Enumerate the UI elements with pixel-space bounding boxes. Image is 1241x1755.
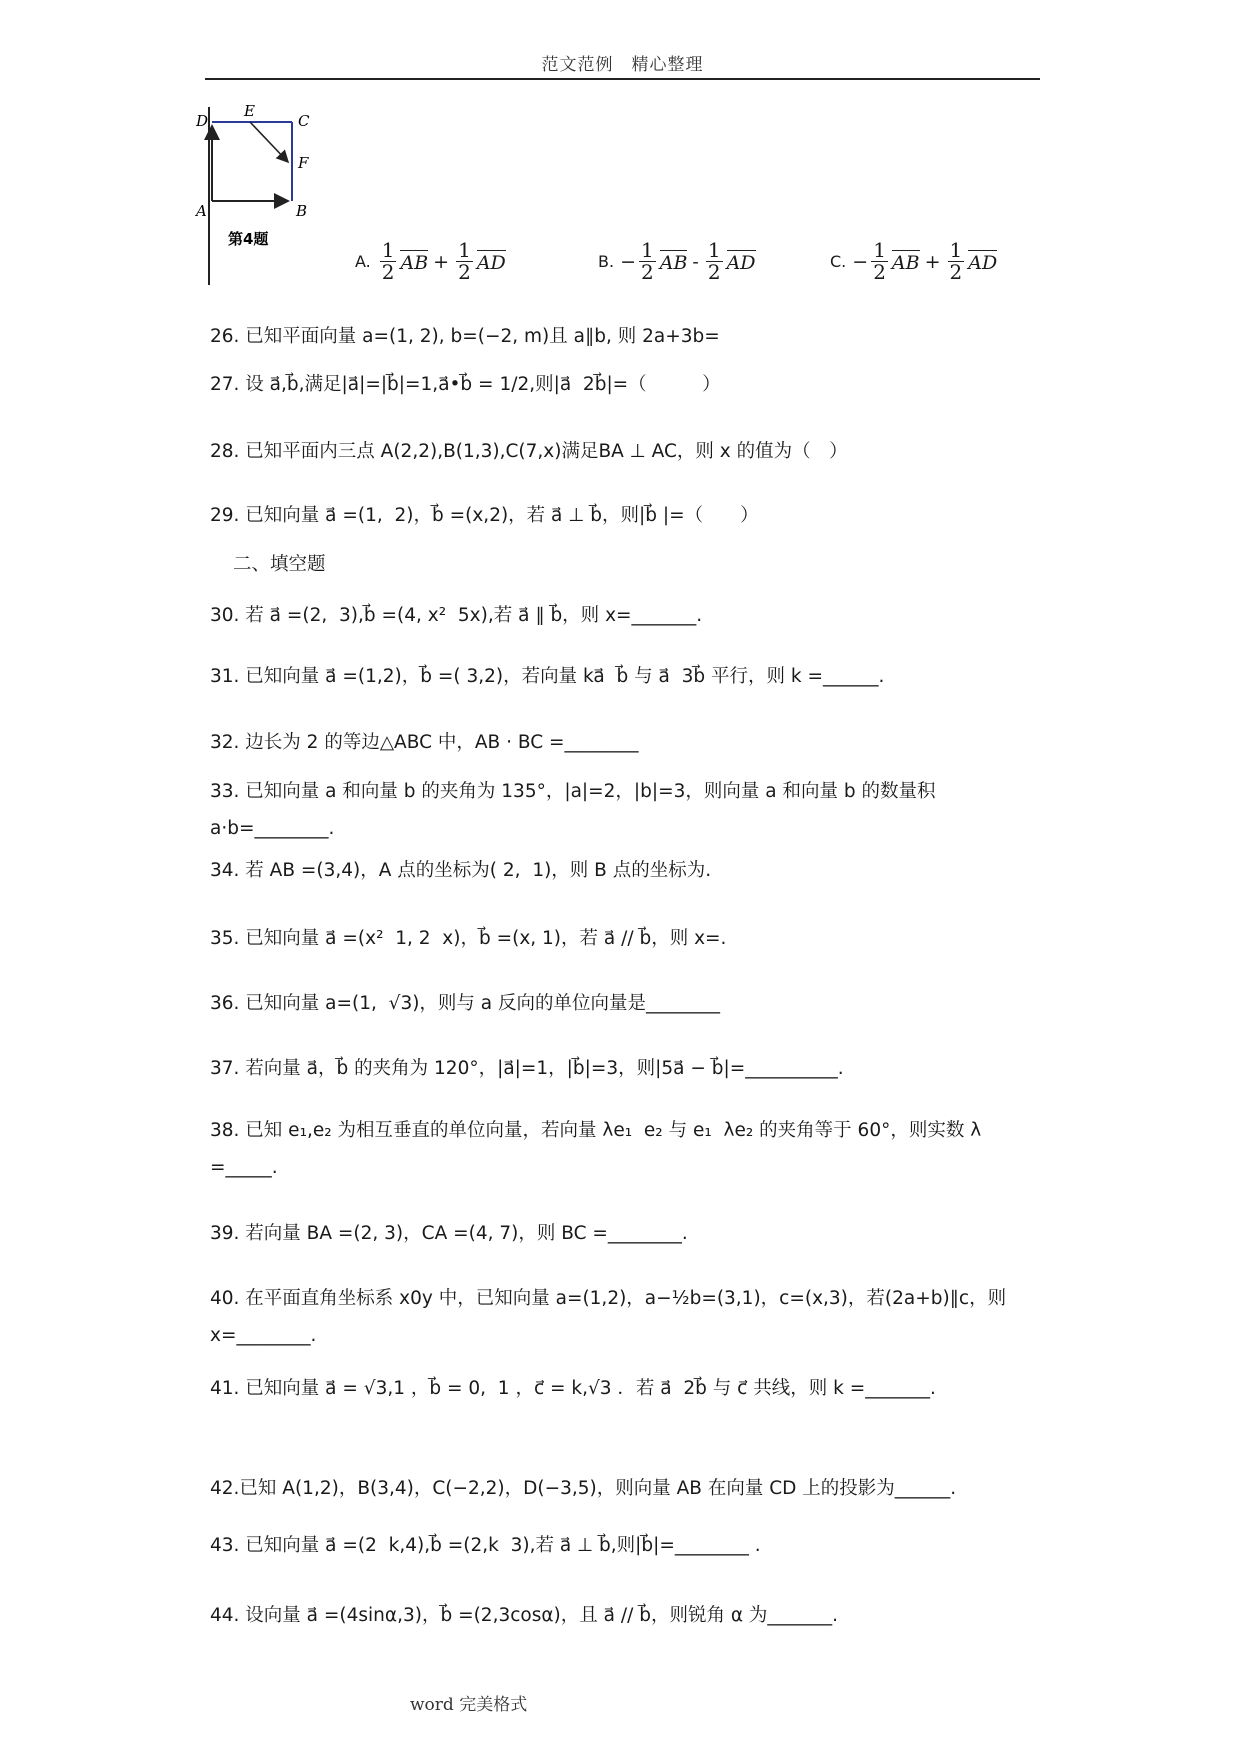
page-footer: word 完美格式	[410, 1695, 528, 1715]
option-b[interactable]: B. − $\frac{1}{2}$ AB - $\frac{1}{2}$ AD	[598, 238, 756, 284]
label-a: A	[196, 202, 207, 220]
question-34: 34. 若 AB =(3,4)，A 点的坐标为( 2, 1)，则 B 点的坐标为.	[210, 860, 712, 881]
header-rule	[205, 78, 1040, 80]
square-figure	[196, 102, 332, 260]
question-42: 42.已知 A(1,2)，B(3,4)，C(−2,2)，D(−3,5)，则向量 AB 在向量 CD 上的投影为______.	[210, 1478, 957, 1499]
question-41: 41. 已知向量 a⃗ = √3,1 ，b⃗ = 0, 1 ，c⃗ = k,√3 ．若 a⃗ 2b⃗ 与 c⃗ 共线，则 k =_______.	[210, 1378, 936, 1399]
question-36: 36. 已知向量 a=(1, √3)，则与 a 反向的单位向量是________	[210, 993, 721, 1014]
figure-left-rule	[208, 107, 210, 285]
option-c[interactable]: C. − $\frac{1}{2}$ AB + $\frac{1}{2}$ AD	[830, 238, 998, 284]
question-29: 29. 已知向量 a⃗ =(1, 2)，b⃗ =(x,2)，若 a⃗ ⊥ b⃗，则|b⃗ |=（ ）	[210, 505, 759, 526]
label-e: E	[244, 102, 255, 120]
question-38: 38. 已知 e₁,e₂ 为相互垂直的单位向量，若向量 λe₁ e₂ 与 e₁ λe₂ 的夹角等于 60°，则实数 λ =_____.	[210, 1120, 988, 1178]
page-header: 范文范例 精心整理	[541, 55, 704, 75]
question-33: 33. 已知向量 a 和向量 b 的夹角为 135°，|a|=2，|b|=3，则向量 a 和向量 b 的数量积 a·b=________.	[210, 781, 942, 839]
question-44: 44. 设向量 a⃗ =(4sinα,3)，b⃗ =(2,3cosα)，且 a⃗ // b⃗，则锐角 α 为_______.	[210, 1605, 839, 1626]
option-a[interactable]: A. $\frac{1}{2}$ AB + $\frac{1}{2}$ AD	[355, 238, 506, 284]
question-30: 30. 若 a⃗ =(2, 3),b⃗ =(4, x² 5x),若 a⃗ ∥ b⃗，则 x=_______.	[210, 605, 703, 626]
label-f: F	[298, 154, 309, 172]
question-28: 28. 已知平面内三点 A(2,2),B(1,3),C(7,x)满足BA ⊥ AC，则 x 的值为（ ）	[210, 441, 848, 462]
question-40: 40. 在平面直角坐标系 x0y 中，已知向量 a=(1,2)，a−½b=(3,1)，c=(x,3)，若(2a+b)∥c，则 x=________.	[210, 1288, 1012, 1346]
question-31: 31. 已知向量 a⃗ =(1,2)，b⃗ =( 3,2)，若向量 ka⃗ b⃗ 与 a⃗ 3b⃗ 平行，则 k =______.	[210, 666, 885, 687]
question-32: 32. 边长为 2 的等边△ABC 中，AB · BC =________	[210, 732, 639, 753]
question-27: 27. 设 a⃗,b⃗,满足|a⃗|=|b⃗|=1,a⃗•b⃗ = 1/2,则|a⃗ 2b⃗|=（ ）	[210, 374, 721, 395]
question-26: 26. 已知平面向量 a=(1, 2), b=(−2, m)且 a∥b, 则 2a+3b=	[210, 326, 720, 347]
figure-caption: 第4题	[228, 230, 269, 248]
label-b: B	[296, 202, 308, 220]
label-c: C	[298, 112, 310, 130]
question-35: 35. 已知向量 a⃗ =(x² 1, 2 x)，b⃗ =(x, 1)，若 a⃗ // b⃗，则 x=.	[210, 928, 727, 949]
question-39: 39. 若向量 BA =(2, 3)，CA =(4, 7)，则 BC =________.	[210, 1223, 688, 1244]
question-37: 37. 若向量 a⃗，b⃗ 的夹角为 120°，|a⃗|=1，|b⃗|=3，则|5a⃗ − b⃗|=__________.	[210, 1058, 844, 1079]
section-title: 二、填空题	[233, 554, 326, 575]
question-43: 43. 已知向量 a⃗ =(2 k,4),b⃗ =(2,k 3),若 a⃗ ⊥ b⃗,则|b⃗|=________ .	[210, 1535, 761, 1556]
label-d: D	[196, 112, 209, 130]
